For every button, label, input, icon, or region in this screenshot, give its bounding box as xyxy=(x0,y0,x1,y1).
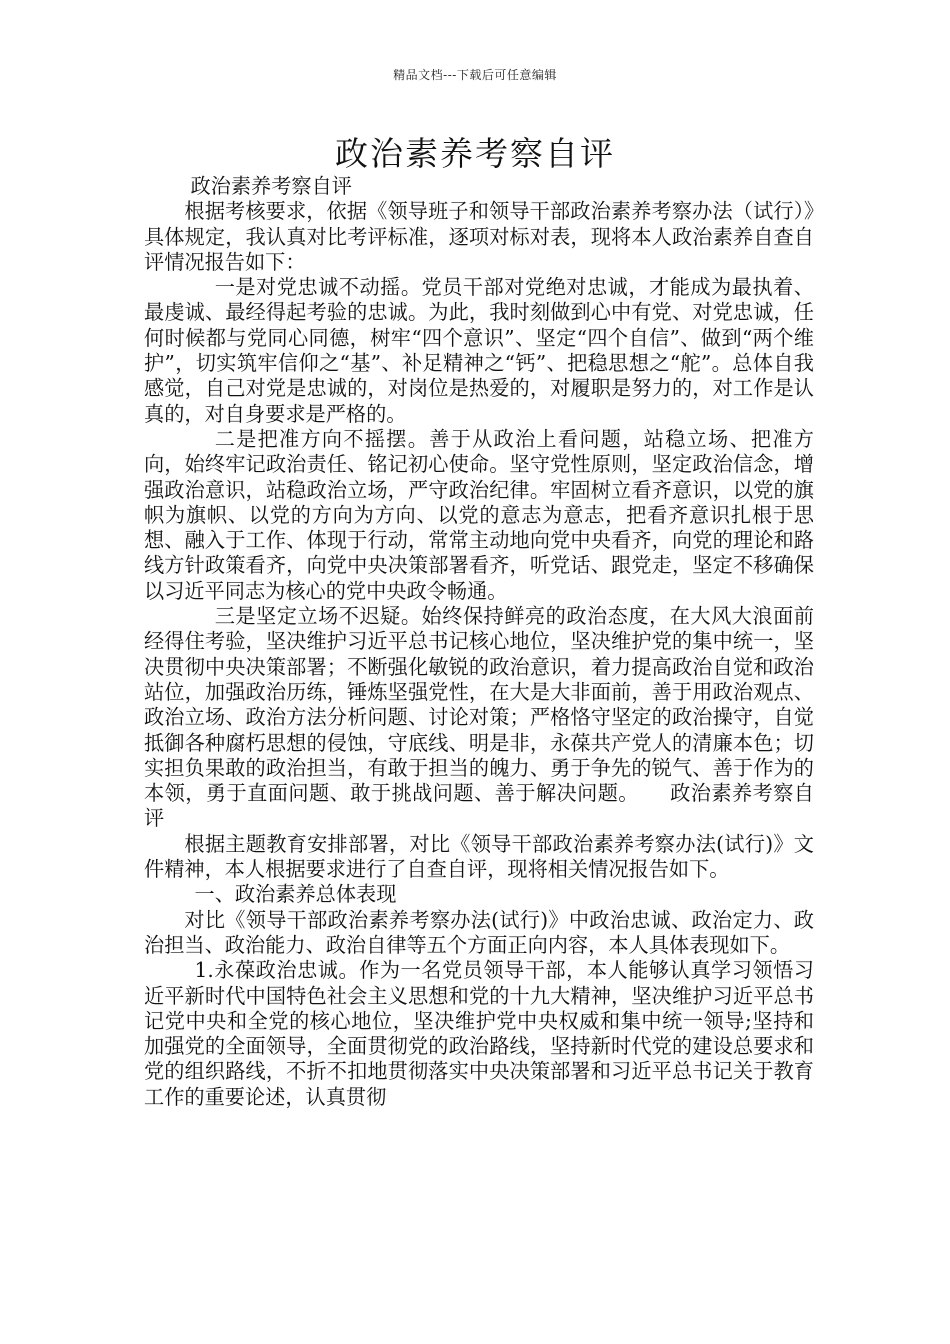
paragraph-point-two: 二是把准方向不摇摆。善于从政治上看问题，站稳立场、把准方向，始终牢记政治责任、铭记初心使命。坚守党性原则，坚定政治信念，增强政治意识，站稳政治立场，严守政治纪律。牢固树立看齐意识，以党的旗帜为旗帜、以党的方向为方向、以党的意志为意志，把看齐意识扎根于思想、融入于工作、体现于行动，常常主动地向党中央看齐，向党的理论和路线方针政策看齐，向党中央决策部署看齐，听党话、跟党走，坚定不移确保以习近平同志为核心的党中央政令畅通。 xyxy=(144,426,814,603)
paragraph-second-intro: 根据主题教育安排部署，对比《领导干部政治素养考察办法(试行)》文件精神，本人根据要求进行了自查自评，现将相关情况报告如下。 xyxy=(144,831,814,882)
paragraph-intro: 根据考核要求，依据《领导班子和领导干部政治素养考察办法（试行）》具体规定，我认真对比考评标准，逐项对标对表，现将本人政治素养自查自评情况报告如下： xyxy=(144,199,814,274)
paragraph-point-one: 一是对党忠诚不动摇。党员干部对党绝对忠诚，才能成为最执着、最虔诚、最经得起考验的忠诚。为此，我时刻做到心中有党、对党忠诚，任何时候都与党同心同德，树牢“四个意识”、坚定“四个自信”、做到“两个维护”，切实筑牢信仰之“基”、补足精神之“钙”、把稳思想之“舵”。总体自我感觉，自己对党是忠诚的，对岗位是热爱的，对履职是努力的，对工作是认真的，对自身要求是严格的。 xyxy=(144,275,814,426)
paragraph-point-three: 三是坚定立场不迟疑。始终保持鲜亮的政治态度，在大风大浪面前经得住考验，坚决维护习近平总书记核心地位，坚决维护党的集中统一，坚决贯彻中央决策部署；不断强化敏锐的政治意识，着力提高政治自觉和政治站位，加强政治历练，锤炼坚强党性，在大是大非面前，善于用政治观点、政治立场、政治方法分析问题、讨论对策；严格恪守坚定的政治操守，自觉抵御各种腐朽思想的侵蚀，守底线、明是非，永葆共产党人的清廉本色；切实担负果敢的政治担当，有敢于担当的魄力、勇于争先的锐气、善于作为的本领，勇于直面问题、敢于挑战问题、善于解决问题。 政治素养考察自评 xyxy=(144,604,814,831)
document-body xyxy=(144,174,814,1110)
header-note: 精品文档---下载后可任意编辑 xyxy=(393,68,557,82)
document-title: 政治素养考察自评 xyxy=(335,134,615,173)
document-subtitle: 政治素养考察自评 xyxy=(190,174,352,198)
section-heading: 一、政治素养总体表现 xyxy=(194,882,397,907)
paragraph-overview: 对比《领导干部政治素养考察办法(试行)》中政治忠诚、政治定力、政治担当、政治能力、政治自律等五个方面正向内容，本人具体表现如下。 xyxy=(144,907,814,957)
paragraph-item-one: 1.永葆政治忠诚。作为一名党员领导干部，本人能够认真学习领悟习近平新时代中国特色社会主义思想和党的十九大精神，坚决维护习近平总书记党中央和全党的核心地位，坚决维护党中央权威和集中统一领导;坚持和加强党的全面领导，全面贯彻党的政治路线，坚持新时代党的建设总要求和党的组织路线，不折不扣地贯彻落实中央决策部署和习近平总书记关于教育工作的重要论述，认真贯彻 xyxy=(144,958,814,1109)
